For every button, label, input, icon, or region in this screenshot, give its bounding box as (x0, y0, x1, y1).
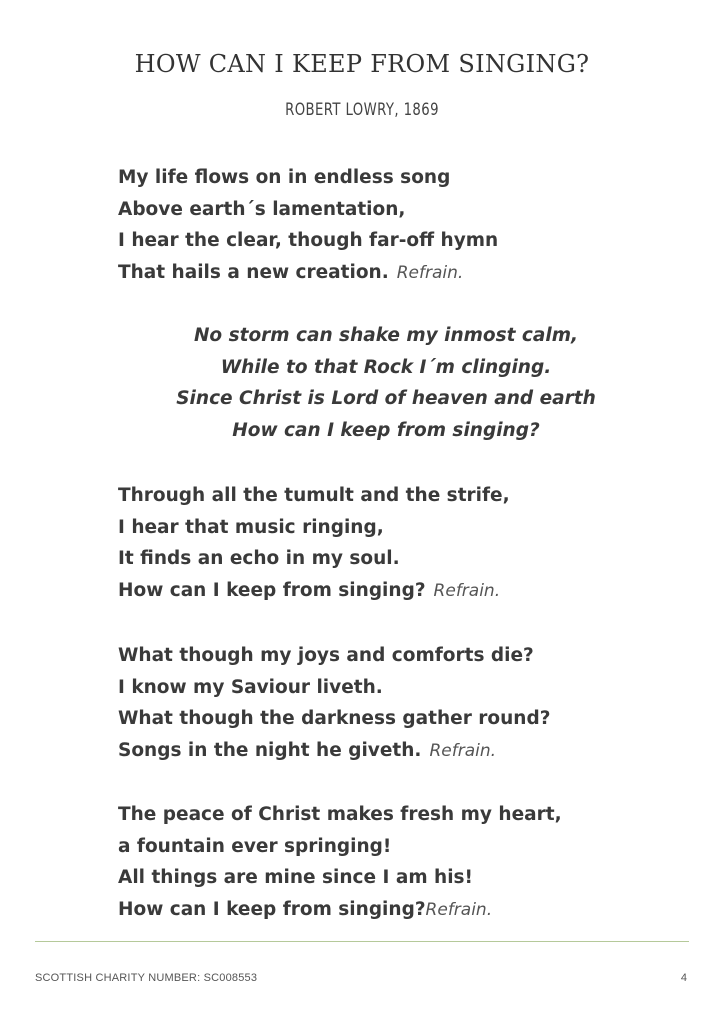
verse-line: It finds an echo in my soul. (118, 548, 400, 569)
verse-line: Through all the tumult and the strife, (118, 485, 510, 506)
verse-line (118, 257, 698, 289)
refrain-marker: Refrain. (396, 262, 464, 283)
author-credit: ROBERT LOWRY, 1869 (285, 100, 439, 120)
stanza-3 (118, 640, 698, 766)
verse-line: I hear that music ringing, (118, 516, 384, 538)
page-number: 4 (680, 972, 687, 984)
verse-line (118, 894, 698, 926)
stanza-1 (118, 162, 698, 288)
refrain-marker: Refrain. (429, 740, 497, 761)
verse-line-text: How can I keep from singing? (118, 898, 426, 920)
verse-line (118, 575, 698, 607)
verse-line: I hear the clear, though far-off hymn (118, 230, 499, 251)
verse-line-text: How can I keep from singing? (118, 579, 426, 601)
chorus-line: Since Christ is Lord of heaven and earth (176, 388, 596, 409)
verse-line: Above earth´s lamentation, (118, 198, 406, 220)
refrain-chorus (0, 320, 724, 446)
stanza-2 (118, 480, 698, 606)
verse-line: The peace of Christ makes fresh my heart, (118, 804, 562, 825)
refrain-marker: Refrain. (425, 899, 493, 920)
charity-number: SCOTTISH CHARITY NUMBER: SC008553 (35, 972, 258, 984)
stanza-4 (118, 799, 698, 925)
verse-line-text: Songs in the night he giveth. (118, 739, 422, 761)
verse-line: a fountain ever springing! (118, 835, 392, 857)
verse-line: All things are mine since I am his! (118, 867, 473, 888)
verse-line: I know my Saviour liveth. (118, 676, 383, 698)
verse-line (118, 735, 698, 767)
chorus-line: While to that Rock I´m clinging. (220, 356, 552, 378)
chorus-line: How can I keep from singing? (232, 419, 540, 441)
chorus-line: No storm can shake my inmost calm, (193, 325, 579, 346)
verse-line: What though the darkness gather round? (118, 708, 551, 729)
page-title: HOW CAN I KEEP FROM SINGING? (134, 50, 590, 78)
footer-divider (35, 941, 689, 942)
verse-line: What though my joys and comforts die? (118, 645, 534, 666)
verse-line: My life flows on in endless song (118, 167, 451, 188)
refrain-marker: Refrain. (433, 580, 501, 601)
verse-line-text: That hails a new creation. (118, 261, 389, 283)
